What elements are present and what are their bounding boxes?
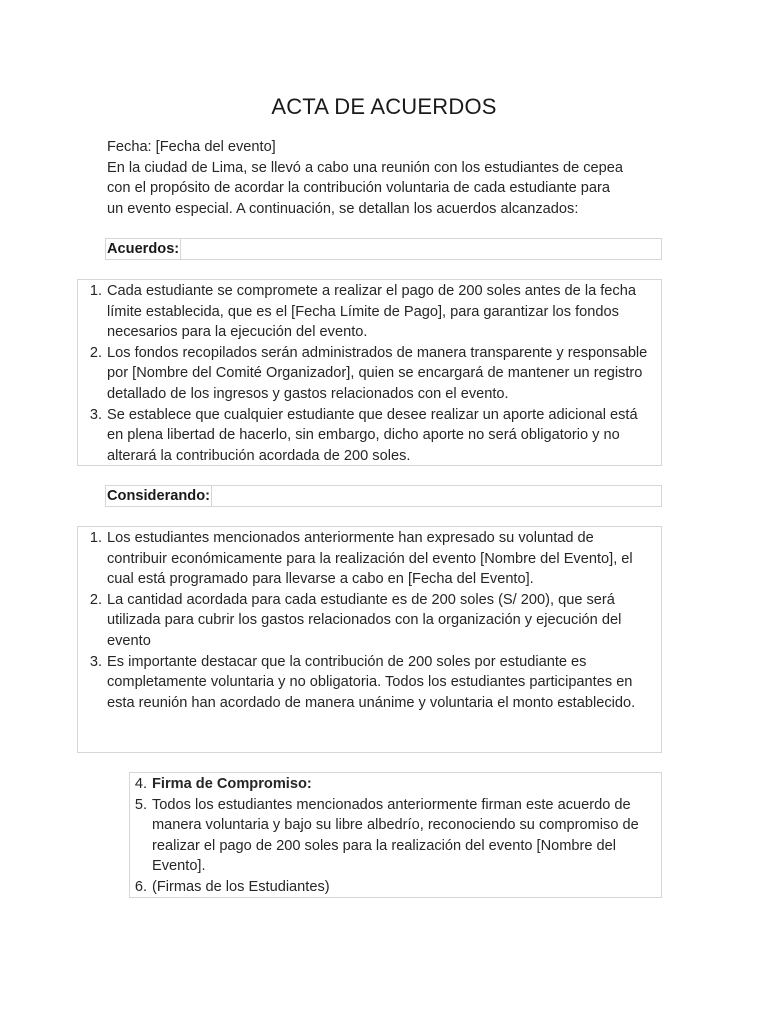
list-line: La cantidad acordada para cada estudiante es de 200 soles (S/ 200), que será [107, 591, 615, 608]
list-line: contribuir económicamente para la realización del evento [Nombre del Evento], el [107, 550, 633, 567]
list-line: Evento]. [152, 858, 206, 875]
intro-line: En la ciudad de Lima, se llevó a cabo una reunión con los estudiantes de cepea [107, 159, 623, 176]
list-line: utilizada para cubrir los gastos relacionados con la organización y ejecución del [107, 612, 622, 629]
intro-block [107, 137, 667, 219]
list-line: por [Nombre del Comité Organizador], quien se encargará de mantener un registro [107, 365, 643, 382]
list-item [89, 343, 663, 405]
firma-list [134, 774, 660, 898]
considerando-list [89, 528, 663, 713]
list-line: manera voluntaria y bajo su libre albedrío, reconociendo su compromiso de [152, 817, 639, 834]
acuerdos-list [89, 281, 663, 466]
list-line: límite establecida, que es el [Fecha Límite de Pago], para garantizar los fondos [107, 303, 619, 320]
considerando-heading: Considerando: [107, 488, 210, 504]
document-title: ACTA DE ACUERDOS [271, 94, 497, 119]
list-line: (Firmas de los Estudiantes) [152, 878, 330, 895]
acuerdos-heading: Acuerdos: [107, 241, 180, 257]
list-line: en plena libertad de hacerlo, sin embargo, dicho aporte no será obligatorio y no [107, 427, 620, 444]
list-line: Se establece que cualquier estudiante que desee realizar un aporte adicional está [107, 406, 638, 423]
list-line: realizar el pago de 200 soles para la realización del evento [Nombre del [152, 837, 617, 854]
date-line: Fecha: [Fecha del evento] [107, 139, 276, 155]
list-item [134, 795, 660, 877]
list-item [89, 528, 663, 590]
list-item [89, 590, 663, 652]
list-line: Todos los estudiantes mencionados anteriormente firman este acuerdo de [152, 796, 631, 813]
list-line: cual está programado para llevarse a cabo en [Fecha del Evento]. [107, 571, 534, 588]
list-line: alterará la contribución acordada de 200 soles. [107, 447, 411, 464]
list-number: 3. [89, 653, 102, 670]
list-number: 1. [89, 530, 102, 546]
list-line: completamente voluntaria y no obligatoria. Todos los estudiantes participantes en [107, 674, 633, 691]
list-number: 2. [89, 591, 102, 608]
list-line: Cada estudiante se compromete a realizar el pago de 200 soles antes de la fecha [107, 283, 636, 299]
list-item [134, 774, 660, 795]
firma-title: Firma de Compromiso: [152, 776, 312, 792]
list-line: Es importante destacar que la contribución de 200 soles por estudiante es [107, 653, 587, 670]
considerando-heading-box [105, 485, 662, 507]
acuerdos-heading-box [105, 238, 662, 260]
list-item [89, 652, 663, 714]
list-number: 5. [134, 796, 147, 813]
list-line: Los fondos recopilados serán administrados de manera transparente y responsable [107, 344, 648, 361]
list-number: 4. [134, 776, 147, 792]
list-number: 2. [89, 344, 102, 361]
list-line: necesarios para la ejecución del evento. [107, 324, 368, 341]
list-item [134, 877, 660, 898]
intro-line: un evento especial. A continuación, se detallan los acuerdos alcanzados: [107, 200, 579, 217]
list-number: 6. [134, 878, 147, 895]
intro-line: con el propósito de acordar la contribución voluntaria de cada estudiante para [107, 180, 610, 197]
list-item [89, 405, 663, 467]
list-item [89, 281, 663, 343]
list-number: 3. [89, 406, 102, 423]
list-line: evento [107, 632, 151, 649]
list-line: Los estudiantes mencionados anteriormente han expresado su voluntad de [107, 530, 594, 546]
list-number: 1. [89, 283, 102, 299]
list-line: detallado de los ingresos y gastos relacionados con el evento. [107, 385, 509, 402]
list-line: esta reunión han acordado de manera unánime y voluntaria el monto establecido. [107, 694, 636, 711]
